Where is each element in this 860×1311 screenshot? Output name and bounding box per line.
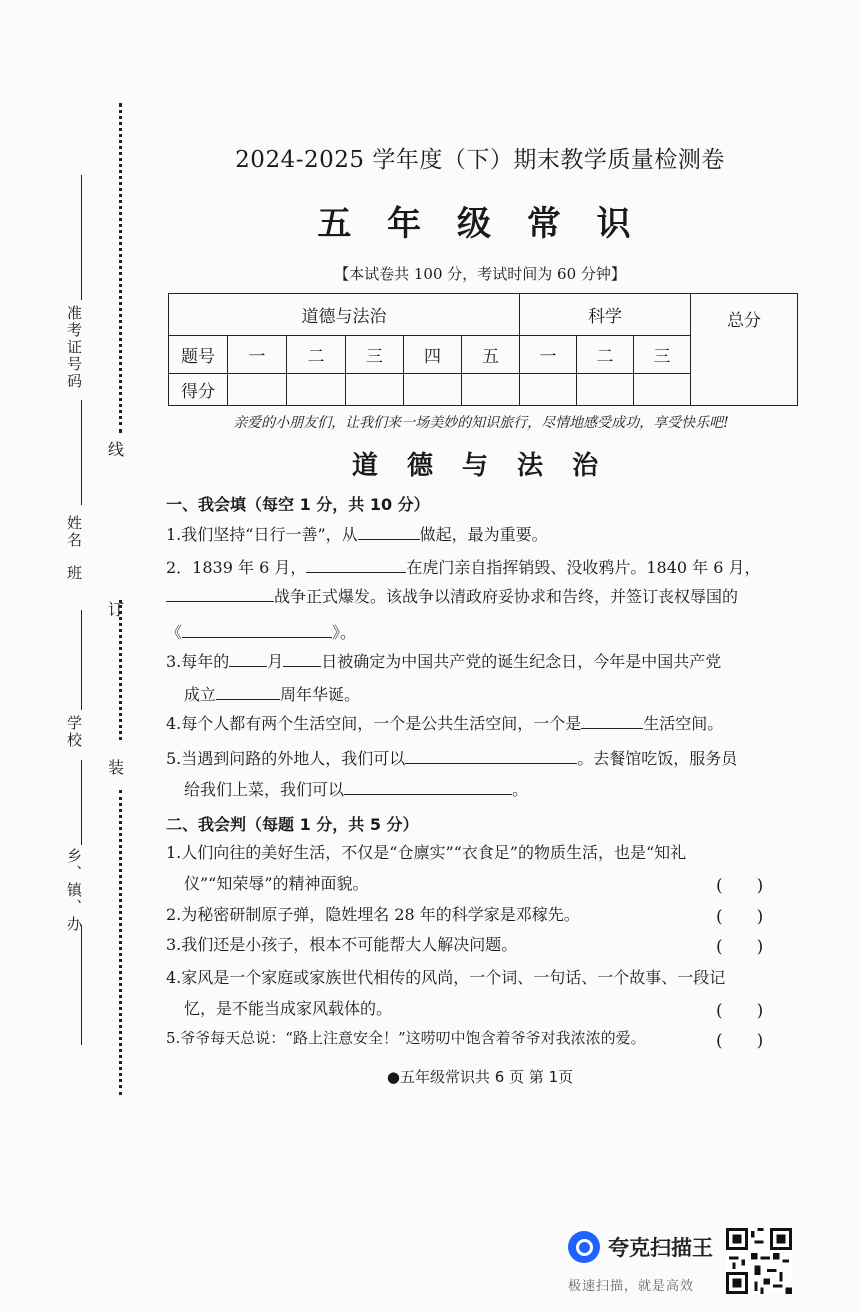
part2-question-1-line2: 仪”“知荣辱”的精神面貌。 (184, 874, 369, 893)
part2-question-3: 3.我们还是小孩子，根本不可能帮大人解决问题。 (166, 935, 518, 954)
answer-blank[interactable] (358, 521, 420, 540)
answer-paren[interactable]: ( ) (716, 907, 764, 927)
score-cell[interactable] (228, 374, 287, 406)
score-cell[interactable] (634, 374, 691, 406)
town-underline-lower (81, 925, 82, 1045)
binding-char-order: 订 (108, 600, 125, 619)
answer-blank[interactable] (581, 710, 643, 729)
score-row-label-score: 得分 (169, 374, 228, 406)
part2-question-4: 4.家风是一个家庭或家族世代相传的风尚，一个词、一句话、一个故事、一段记 (166, 968, 726, 987)
binding-char-bind: 装 (108, 758, 125, 777)
score-group-science: 科学 (520, 294, 691, 336)
part1-question-2-line3: 《 》。 (166, 616, 790, 649)
brand-name: 夸克扫描王 (608, 1236, 713, 1260)
score-col-s2: 二 (577, 336, 634, 374)
score-cell[interactable] (520, 374, 577, 406)
binding-dotted-line-middle (119, 600, 122, 740)
answer-blank[interactable] (344, 776, 512, 795)
answer-blank[interactable] (166, 583, 274, 602)
part1-title: 一、我会填（每空 1 分，共 10 分） (166, 495, 430, 514)
answer-blank[interactable] (182, 619, 332, 638)
part1-question-4: 4.每个人都有两个生活空间，一个是公共生活空间，一个是 生活空间。 (166, 707, 790, 740)
class-label: 班 (65, 565, 83, 582)
part1-question-3: 3.每年的 月 日被确定为中国共产党的诞生纪念日，今年是中国共产党 (166, 645, 790, 678)
subject-title: 五 年 级 常 识 (317, 204, 643, 244)
part2-question-4-line2: 忆，是不能当成家风载体的。 (184, 999, 393, 1018)
score-cell[interactable] (287, 374, 346, 406)
score-table (168, 293, 798, 406)
score-cell[interactable] (577, 374, 634, 406)
answer-blank[interactable] (283, 648, 321, 667)
exam-note: 【本试卷共 100 分，考试时间为 60 分钟】 (334, 265, 626, 283)
answer-paren[interactable]: ( ) (716, 1001, 764, 1021)
town-label: 乡、镇、办 (65, 848, 83, 933)
part1-question-1: 1.我们坚持“日行一善”，从 做起，最为重要。 (166, 518, 790, 551)
part2-question-2: 2.为秘密研制原子弹，隐姓埋名 28 年的科学家是邓稼先。 (166, 905, 580, 924)
part2-question-1: 1.人们向往的美好生活，不仅是“仓廪实”“衣食足”的物质生活，也是“知礼 (166, 843, 687, 862)
brand-slogan: 极速扫描，就是高效 (568, 1279, 695, 1294)
answer-blank[interactable] (216, 681, 280, 700)
score-total-header: 总分 (691, 294, 798, 406)
town-underline (81, 760, 82, 845)
part1-question-5: 5.当遇到问路的外地人，我们可以 。去餐馆吃饭，服务员 (166, 742, 790, 775)
score-col-s3: 三 (634, 336, 691, 374)
part1-question-5-line2: 给我们上菜，我们可以 。 (184, 773, 808, 806)
quark-logo-icon (568, 1231, 600, 1263)
score-col-m1: 一 (228, 336, 287, 374)
score-cell[interactable] (404, 374, 462, 406)
part2-title: 二、我会判（每题 1 分，共 5 分） (166, 815, 419, 834)
score-col-m5: 五 (462, 336, 520, 374)
part1-question-2: 2．1839 年 6 月， 在虎门亲自指挥销毁、没收鸦片。1840 年 6 月， (166, 551, 790, 584)
qr-code-icon (726, 1228, 792, 1294)
score-cell[interactable] (346, 374, 404, 406)
score-row-label-number: 题号 (169, 336, 228, 374)
answer-blank[interactable] (306, 554, 406, 573)
answer-paren[interactable]: ( ) (716, 937, 764, 957)
score-col-m3: 三 (346, 336, 404, 374)
exam-title: 2024-2025 学年度（下）期末教学质量检测卷 (235, 147, 725, 173)
answer-paren[interactable]: ( ) (716, 1031, 764, 1051)
part2-question-5: 5.爷爷每天总说：“路上注意安全！”这唠叨中饱含着爷爷对我浓浓的爱。 (166, 1029, 646, 1047)
exam-id-label: 准考证号码 (65, 305, 83, 390)
score-col-m4: 四 (404, 336, 462, 374)
binding-dotted-line-bottom (119, 790, 122, 1095)
school-label: 学校 (65, 715, 83, 749)
score-group-moral: 道德与法治 (169, 294, 520, 336)
binding-char-line: 线 (108, 440, 125, 459)
answer-blank[interactable] (229, 648, 267, 667)
name-label: 姓名 (65, 515, 83, 549)
score-col-s1: 一 (520, 336, 577, 374)
part1-question-2-line2: 战争正式爆发。该战争以清政府妥协求和告终，并签订丧权辱国的 (166, 580, 790, 613)
page-footer: ●五年级常识共 6 页 第 1页 (386, 1068, 574, 1086)
answer-paren[interactable]: ( ) (716, 876, 764, 896)
greeting-text: 亲爱的小朋友们，让我们来一场美妙的知识旅行，尽情地感受成功，享受快乐吧! (233, 415, 729, 431)
school-underline (81, 610, 82, 710)
score-col-m2: 二 (287, 336, 346, 374)
section-title: 道 德 与 法 治 (351, 451, 609, 481)
answer-blank[interactable] (405, 745, 577, 764)
score-cell[interactable] (462, 374, 520, 406)
part1-question-3-line2: 成立 周年华诞。 (184, 678, 808, 711)
